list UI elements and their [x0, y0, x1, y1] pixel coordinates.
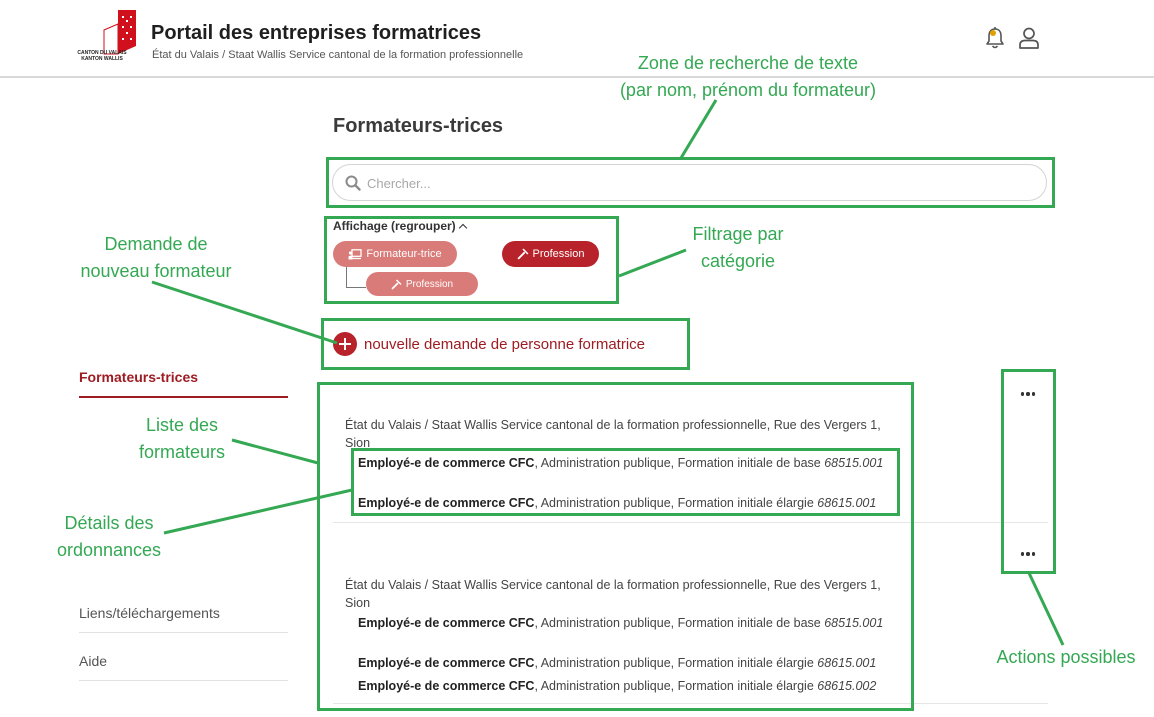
sidebar-divider [79, 632, 288, 633]
page-title: Formateurs-trices [333, 115, 504, 137]
ordinance-code: 68615.001 [817, 656, 877, 670]
ordinance-details: , Administration publique, Formation initiale de base [534, 456, 825, 470]
app-title: Portail des entreprises formatrices [151, 22, 482, 44]
ordinance-item [358, 454, 903, 472]
sidebar-divider [79, 680, 288, 681]
new-trainer-request-button[interactable] [333, 331, 645, 357]
user-icon[interactable] [1017, 26, 1041, 50]
ordinance-item [358, 614, 903, 632]
annotation-line: Zone de recherche de texte [637, 53, 859, 73]
sidebar-item-trainers[interactable]: Formateurs-trices [79, 369, 199, 385]
dot [1021, 392, 1025, 396]
annotation-line: catégorie [700, 251, 776, 271]
tree-connector [346, 267, 347, 287]
annotation-line: Demande de [104, 234, 208, 254]
annotation-line: Liste des [145, 415, 219, 435]
chevron-up-icon [458, 224, 466, 232]
ordinance-code: 68615.002 [817, 679, 877, 693]
ordinance-details: , Administration publique, Formation initiale de base [534, 616, 825, 630]
more-actions-button[interactable] [1016, 547, 1040, 561]
ordinance-details: , Administration publique, Formation initiale élargie [534, 496, 818, 510]
dot [1026, 392, 1030, 396]
trainer-board-icon [348, 249, 362, 260]
ordinance-name: Employé-e de commerce CFC [358, 656, 535, 670]
trainer-address: État du Valais / Staat Wallis Service cantonal de la formation professionnelle, Rue des Vergers 1, Sion [345, 418, 881, 450]
bell-icon[interactable] [984, 26, 1006, 50]
annotation-search-text [603, 50, 893, 104]
ordinance-name: Employé-e de commerce CFC [358, 496, 535, 510]
annotation-actions-text: Actions possibles [996, 647, 1136, 667]
tree-connector [346, 287, 366, 288]
annotation-line: (par nom, prénom du formateur) [619, 80, 877, 100]
annotation-details-text [42, 510, 176, 564]
app-subtitle: État du Valais / Staat Wallis Service cantonal de la formation professionnelle [152, 49, 524, 61]
ordinance-item [358, 494, 903, 512]
annotation-new-trainer-text [62, 231, 250, 285]
trainer-address: État du Valais / Staat Wallis Service cantonal de la formation professionnelle, Rue des Vergers 1, Sion [345, 578, 881, 610]
ordinance-name: Employé-e de commerce CFC [358, 679, 535, 693]
ordinance-details: , Administration publique, Formation initiale élargie [534, 656, 818, 670]
annotation-line: Filtrage par [692, 224, 784, 244]
sidebar-item-links[interactable]: Liens/téléchargements [79, 605, 220, 621]
card-divider [333, 522, 1048, 523]
ordinance-details: , Administration publique, Formation initiale élargie [534, 679, 818, 693]
dot [1032, 552, 1036, 556]
dot [1032, 392, 1036, 396]
hammer-icon [517, 248, 529, 260]
ordinance-code: 68515.001 [824, 616, 884, 630]
annotation-line: formateurs [138, 442, 226, 462]
group-pill-profession-nested[interactable] [366, 272, 478, 296]
ordinance-code: 68615.001 [817, 496, 877, 510]
sidebar-active-indicator [79, 396, 288, 398]
logo-caption: CANTON DU VALAIS KANTON WALLIS [77, 50, 127, 62]
search-input[interactable] [367, 171, 1027, 195]
annotation-line: ordonnances [56, 540, 162, 560]
group-pill-trainer-label: Formateur-trice [366, 248, 442, 260]
group-pill-profession-label: Profession [532, 248, 585, 260]
ordinance-item [358, 654, 903, 672]
app-header [0, 0, 1154, 78]
hammer-icon [391, 279, 402, 290]
group-pill-profession[interactable] [502, 241, 599, 267]
dot [1021, 552, 1025, 556]
ordinance-name: Employé-e de commerce CFC [358, 456, 535, 470]
sidebar-item-help[interactable]: Aide [79, 653, 108, 669]
ordinance-name: Employé-e de commerce CFC [358, 616, 535, 630]
group-pill-trainer[interactable] [333, 241, 457, 267]
ordinance-code: 68515.001 [824, 456, 884, 470]
group-pill-profession-nested-label: Profession [405, 278, 454, 290]
card-divider [333, 703, 1048, 704]
grouping-toggle[interactable] [333, 219, 466, 233]
grouping-label: Affichage (regrouper) [333, 219, 456, 233]
annotation-filter-text [670, 221, 806, 275]
plus-circle-icon [333, 332, 357, 356]
more-actions-button[interactable] [1016, 387, 1040, 401]
annotation-line: Détails des [64, 513, 154, 533]
annotation-line: nouveau formateur [80, 261, 232, 281]
dot [1026, 552, 1030, 556]
annotation-list-text [120, 412, 244, 466]
search-box[interactable] [332, 164, 1047, 201]
new-trainer-request-label: nouvelle demande de personne formatrice [364, 335, 646, 353]
search-icon [345, 175, 361, 191]
ordinance-item [358, 677, 903, 695]
notification-dot [990, 30, 996, 36]
